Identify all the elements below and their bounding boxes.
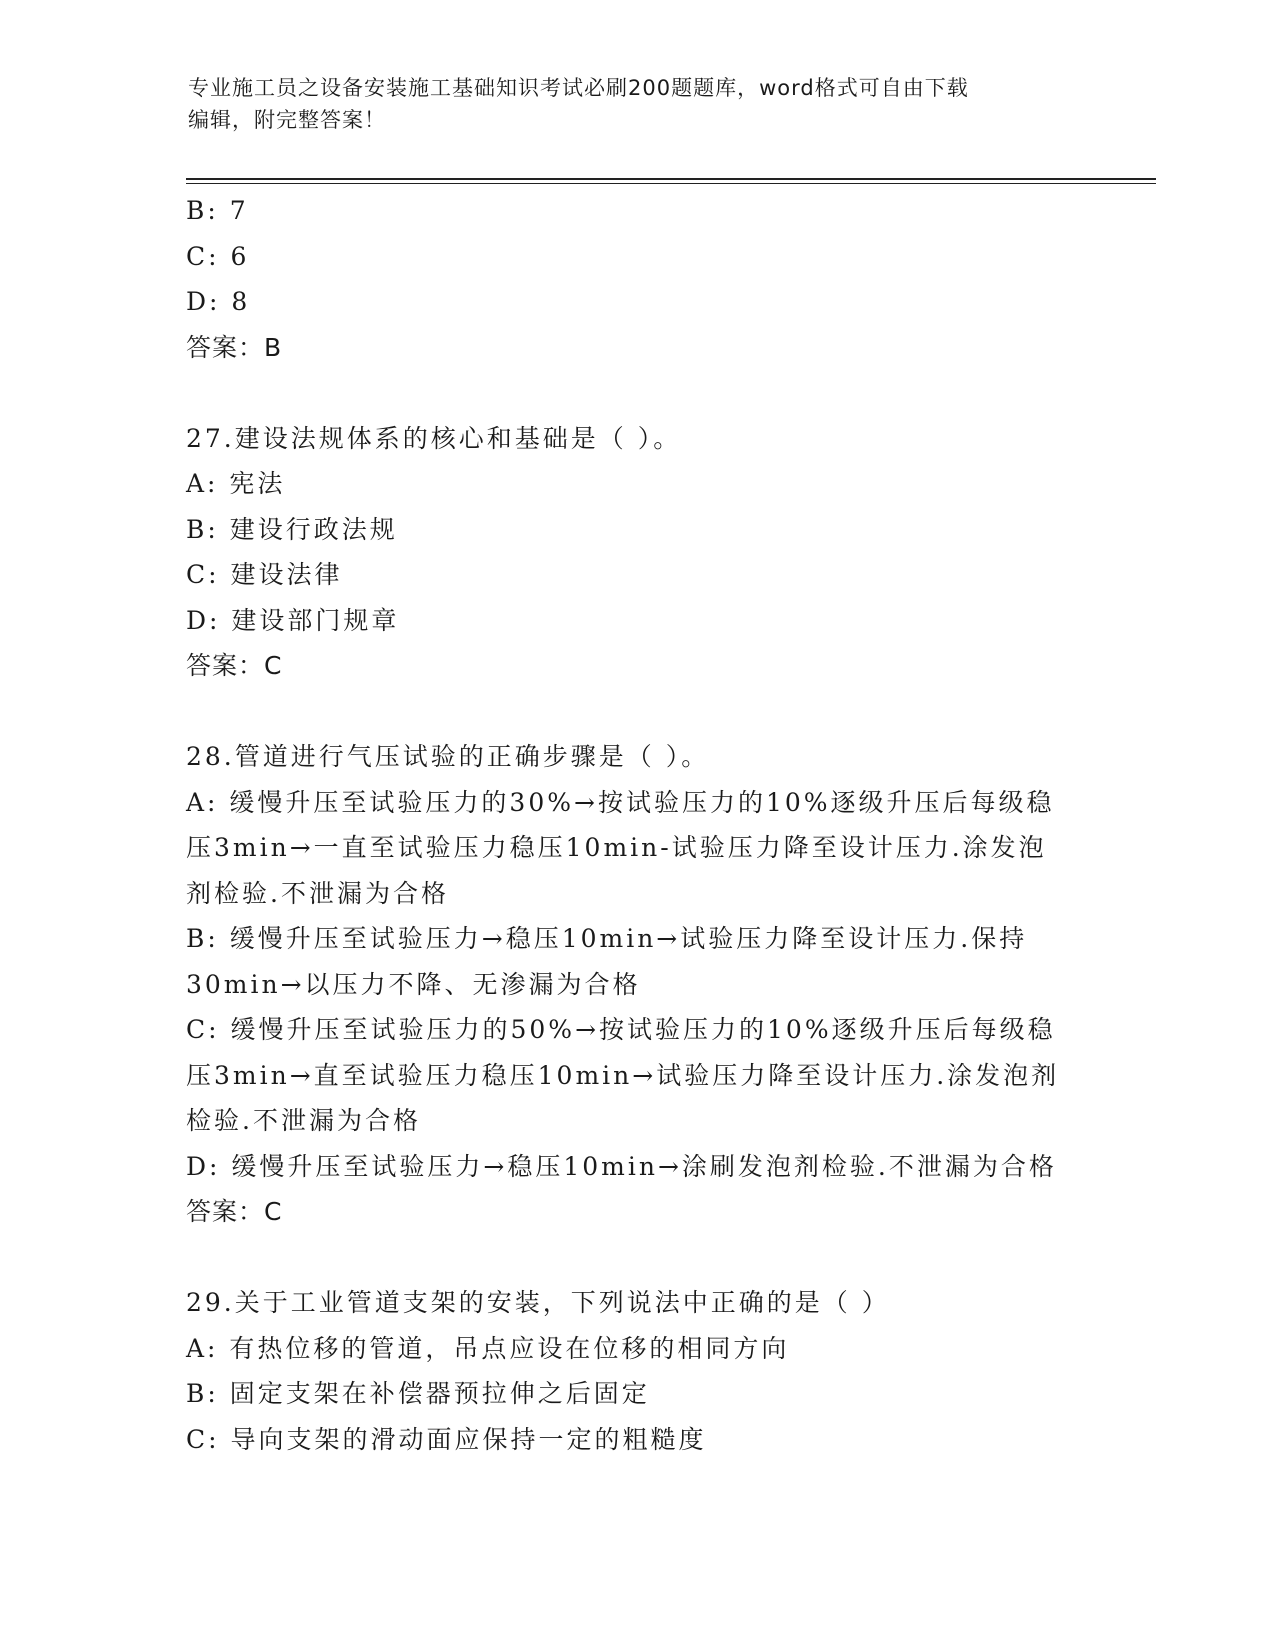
q26-answer: 答案：B [186,332,283,362]
header-rule-thin [186,183,1156,184]
q29-option-c: C: 导向支架的滑动面应保持一定的粗糙度 [186,1424,707,1454]
q29-question: 29.关于工业管道支架的安装，下列说法中正确的是（ ） [186,1288,890,1317]
q28-option-d: D: 缓慢升压至试验压力→稳压10min→涂刷发泡剂检验.不泄漏为合格 [186,1151,1057,1181]
question-content [186,188,1106,1462]
q26-option-c: C: 6 [186,241,250,271]
q28-option-c-line-3: 检验.不泄漏为合格 [186,1106,421,1135]
q29-option-a: A: 有热位移的管道，吊点应设在位移的相同方向 [186,1333,790,1363]
q28-option-c-line-2: 压3min→直至试验压力稳压10min→试验压力降至设计压力.涂发泡剂 [186,1060,1060,1090]
q27-answer: 答案：C [186,651,283,680]
q28-option-c-line-1: C: 缓慢升压至试验压力的50%→按试验压力的10%逐级升压后每级稳 [186,1015,1056,1044]
header-rule-thick [186,178,1156,180]
page-header [188,72,1078,136]
q27-option-d: D: 建设部门规章 [186,605,400,635]
q27-option-a: A: 宪法 [186,469,286,498]
q29-option-b: B: 固定支架在补偿器预拉伸之后固定 [186,1379,650,1408]
spacer [186,370,1106,416]
q28-option-a-line-2: 压3min→一直至试验压力稳压10min-试验压力降至设计压力.涂发泡 [186,833,1047,862]
q26-option-d: D: 8 [186,287,251,316]
q28-option-b-line-2: 30min→以压力不降、无渗漏为合格 [186,969,641,999]
q27-option-b: B: 建设行政法规 [186,514,398,544]
spacer [186,1235,1106,1281]
q26-option-b: B: 7 [186,196,249,225]
q28-option-a-line-1: A: 缓慢升压至试验压力的30%→按试验压力的10%逐级升压后每级稳 [186,787,1055,817]
q28-option-a-line-3: 剂检验.不泄漏为合格 [186,878,449,908]
q28-option-b-line-1: B: 缓慢升压至试验压力→稳压10min→试验压力降至设计压力.保持 [186,924,1028,953]
q28-question: 28.管道进行气压试验的正确步骤是（ ）。 [186,742,710,771]
q28-answer: 答案：C [186,1197,283,1226]
spacer [186,689,1106,735]
q27-question: 27.建设法规体系的核心和基础是（ ）。 [186,423,682,453]
header-title-line-2: 编辑，附完整答案！ [188,108,386,132]
q27-option-c: C: 建设法律 [186,560,343,589]
header-title-line-1: 专业施工员之设备安装施工基础知识考试必刷200题题库，word格式可自由下载 [188,76,969,100]
